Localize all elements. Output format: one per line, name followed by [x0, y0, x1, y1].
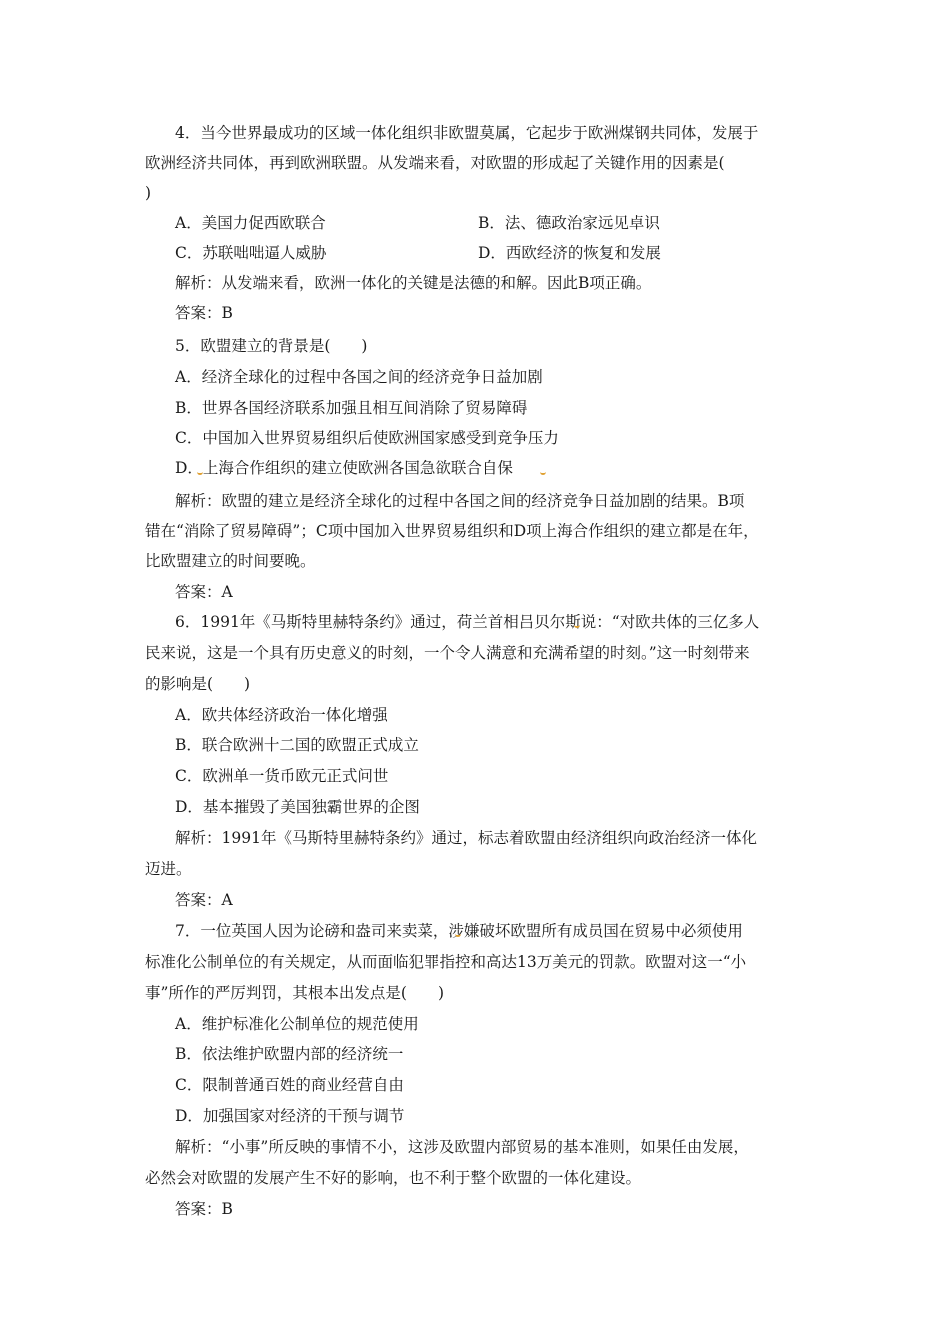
q5-option-c: C．中国加入世界贸易组织后使欧洲国家感受到竞争压力: [175, 429, 559, 447]
q7-option-c: C．限制普通百姓的商业经营自由: [175, 1076, 404, 1094]
q5-analysis-line-3: 比欧盟建立的时间要晚。: [145, 552, 316, 570]
q6-option-b: B．联合欧洲十二国的欧盟正式成立: [175, 736, 419, 754]
q7-stem-line-3: 事”所作的严厉判罚，其根本出发点是( ): [145, 984, 445, 1002]
q6-analysis-line-2: 迈进。: [145, 860, 192, 878]
q4-option-d: D．西欧经济的恢复和发展: [478, 244, 661, 262]
q5-analysis-line-1: 解析：欧盟的建立是经济全球化的过程中各国之间的经济竞争日益加剧的结果。B项: [175, 492, 745, 510]
q7-answer: 答案：B: [175, 1200, 233, 1218]
q7-stem-line-1: 7．一位英国人因为论磅和盎司来卖菜，涉嫌破坏欧盟所有成员国在贸易中必须使用: [175, 922, 743, 940]
q4-option-a: A．美国力促西欧联合: [175, 214, 326, 232]
q6-analysis-line-1: 解析：1991年《马斯特里赫特条约》通过，标志着欧盟由经济组织向政治经济一体化: [175, 829, 757, 847]
edit-mark: [540, 470, 546, 475]
q4-stem-line-3: ): [145, 184, 152, 202]
q4-option-c: C．苏联咄咄逼人威胁: [175, 244, 327, 262]
q7-option-d: D．加强国家对经济的干预与调节: [175, 1107, 405, 1125]
q5-option-b: B．世界各国经济联系加强且相互间消除了贸易障碍: [175, 399, 528, 417]
q6-option-d: D．基本摧毁了美国独霸世界的企图: [175, 798, 420, 816]
q5-answer: 答案：A: [175, 583, 233, 601]
q4-stem-line-1: 4．当今世界最成功的区域一体化组织非欧盟莫属，它起步于欧洲煤钢共同体，发展于: [175, 124, 759, 142]
q7-analysis-line-2: 必然会对欧盟的发展产生不好的影响，也不利于整个欧盟的一体化建设。: [145, 1169, 642, 1187]
q5-option-d: D．上海合作组织的建立使欧洲各国急欲联合自保: [175, 459, 513, 477]
q4-analysis: 解析：从发端来看，欧洲一体化的关键是法德的和解。因此B项正确。: [175, 274, 652, 292]
q4-option-b: B．法、德政治家远见卓识: [478, 214, 660, 232]
q5-stem: 5．欧盟建立的背景是( ): [175, 337, 368, 355]
q6-answer: 答案：A: [175, 891, 233, 909]
q6-option-a: A．欧共体经济政治一体化增强: [175, 706, 388, 724]
q5-option-a: A．经济全球化的过程中各国之间的经济竞争日益加剧: [175, 368, 543, 386]
q4-answer: 答案：B: [175, 304, 233, 322]
q7-option-b: B．依法维护欧盟内部的经济统一: [175, 1045, 404, 1063]
q6-stem-line-2: 民来说，这是一个具有历史意义的时刻，一个令人满意和充满希望的时刻。”这一时刻带来: [145, 644, 750, 662]
q7-stem-line-2: 标准化公制单位的有关规定，从而面临犯罪指控和高达13万美元的罚款。欧盟对这一“小: [145, 953, 747, 971]
q6-option-c: C．欧洲单一货币欧元正式问世: [175, 767, 389, 785]
q5-analysis-line-2: 错在“消除了贸易障碍”；C项中国加入世界贸易组织和D项上海合作组织的建立都是在年，: [145, 522, 759, 540]
q6-stem-line-1: 6．1991年《马斯特里赫特条约》通过，荷兰首相吕贝尔斯说：“对欧共体的三亿多人: [175, 613, 760, 631]
q7-analysis-line-1: 解析：“小事”所反映的事情不小，这涉及欧盟内部贸易的基本准则，如果任由发展，: [175, 1138, 749, 1156]
q6-stem-line-3: 的影响是( ): [145, 675, 251, 693]
q7-option-a: A．维护标准化公制单位的规范使用: [175, 1015, 419, 1033]
q4-stem-line-2: 欧洲经济共同体，再到欧洲联盟。从发端来看，对欧盟的形成起了关键作用的因素是(: [145, 154, 725, 172]
